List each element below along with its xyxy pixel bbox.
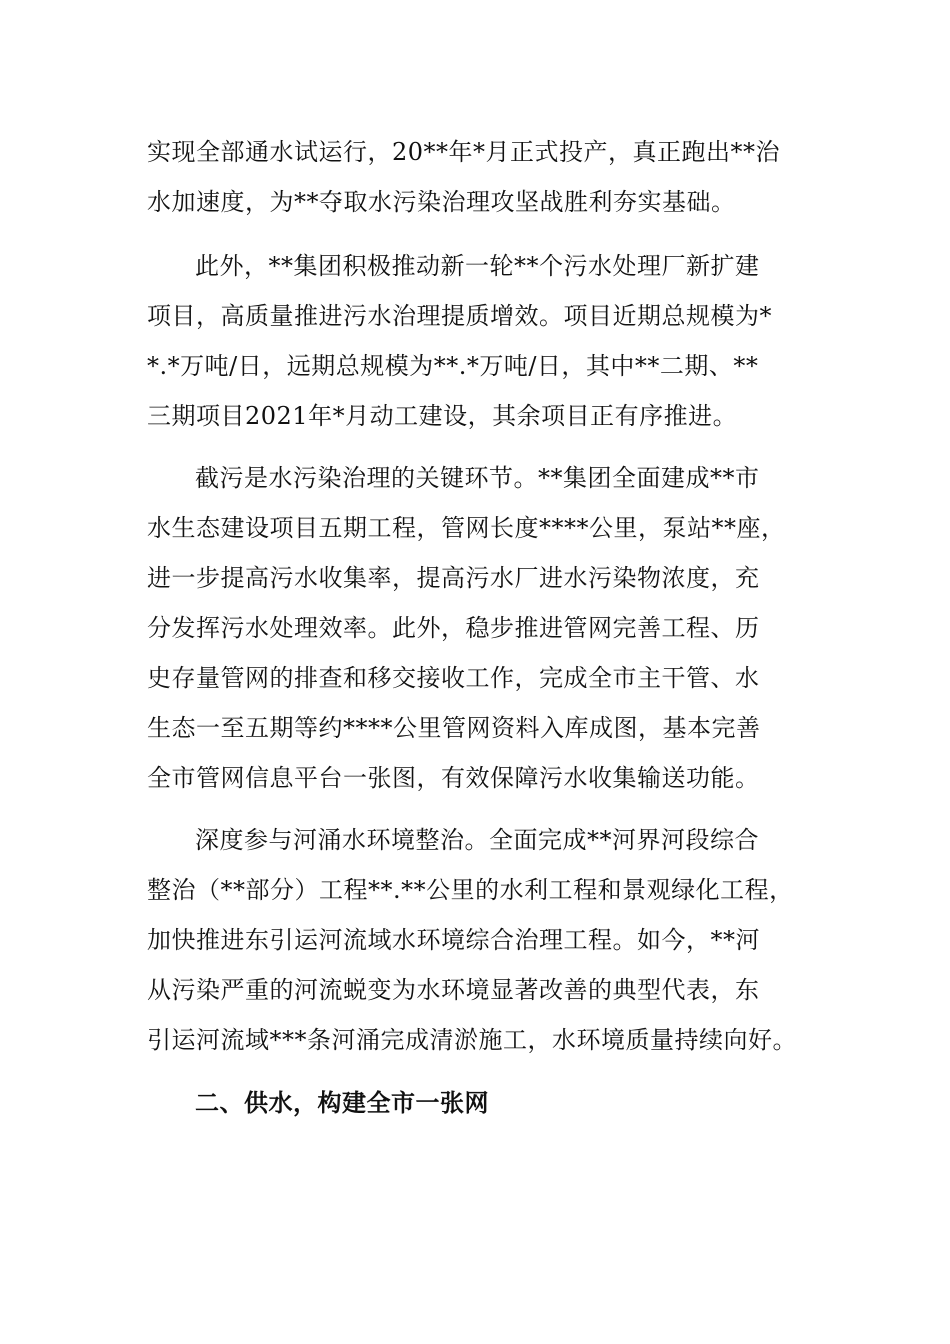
paragraph-line: 三期项目2021年*月动工建设，其余项目正有序推进。	[147, 402, 738, 430]
paragraph-line: 引运河流域***条河涌完成清淤施工，水环境质量持续向好。	[147, 1026, 797, 1054]
paragraph-line: 深度参与河涌水环境整治。全面完成**河界河段综合	[195, 826, 759, 854]
paragraph-line: 全市管网信息平台一张图，有效保障污水收集输送功能。	[147, 764, 760, 792]
paragraph-line: 实现全部通水试运行，20**年*月正式投产，真正跑出**治	[147, 138, 781, 166]
paragraph-line: 从污染严重的河流蜕变为水环境显著改善的典型代表，东	[147, 976, 760, 1004]
paragraph-line: 整治（**部分）工程**.**公里的水利工程和景观绿化工程，	[147, 876, 794, 904]
paragraph-line: *.*万吨/日，远期总规模为**.*万吨/日，其中**二期、**	[147, 352, 759, 380]
paragraph-line: 项目，高质量推进污水治理提质增效。项目近期总规模为*	[147, 302, 772, 330]
paragraph-line: 史存量管网的排查和移交接收工作，完成全市主干管、水	[147, 664, 760, 692]
paragraph-line: 截污是水污染治理的关键环节。**集团全面建成**市	[195, 464, 760, 492]
paragraph-line: 分发挥污水处理效率。此外，稳步推进管网完善工程、历	[147, 614, 760, 642]
paragraph-line: 加快推进东引运河流域水环境综合治理工程。如今，**河	[147, 926, 760, 954]
section-heading: 二、供水，构建全市一张网	[195, 1088, 489, 1117]
paragraph-line: 生态一至五期等约****公里管网资料入库成图，基本完善	[147, 714, 761, 742]
paragraph-line: 水生态建设项目五期工程，管网长度****公里，泵站**座，	[147, 514, 786, 542]
paragraph-line: 此外，**集团积极推动新一轮**个污水处理厂新扩建	[195, 252, 760, 280]
paragraph-line: 水加速度，为**夺取水污染治理攻坚战胜利夯实基础。	[147, 188, 736, 216]
paragraph-line: 进一步提高污水收集率，提高污水厂进水污染物浓度，充	[147, 564, 760, 592]
